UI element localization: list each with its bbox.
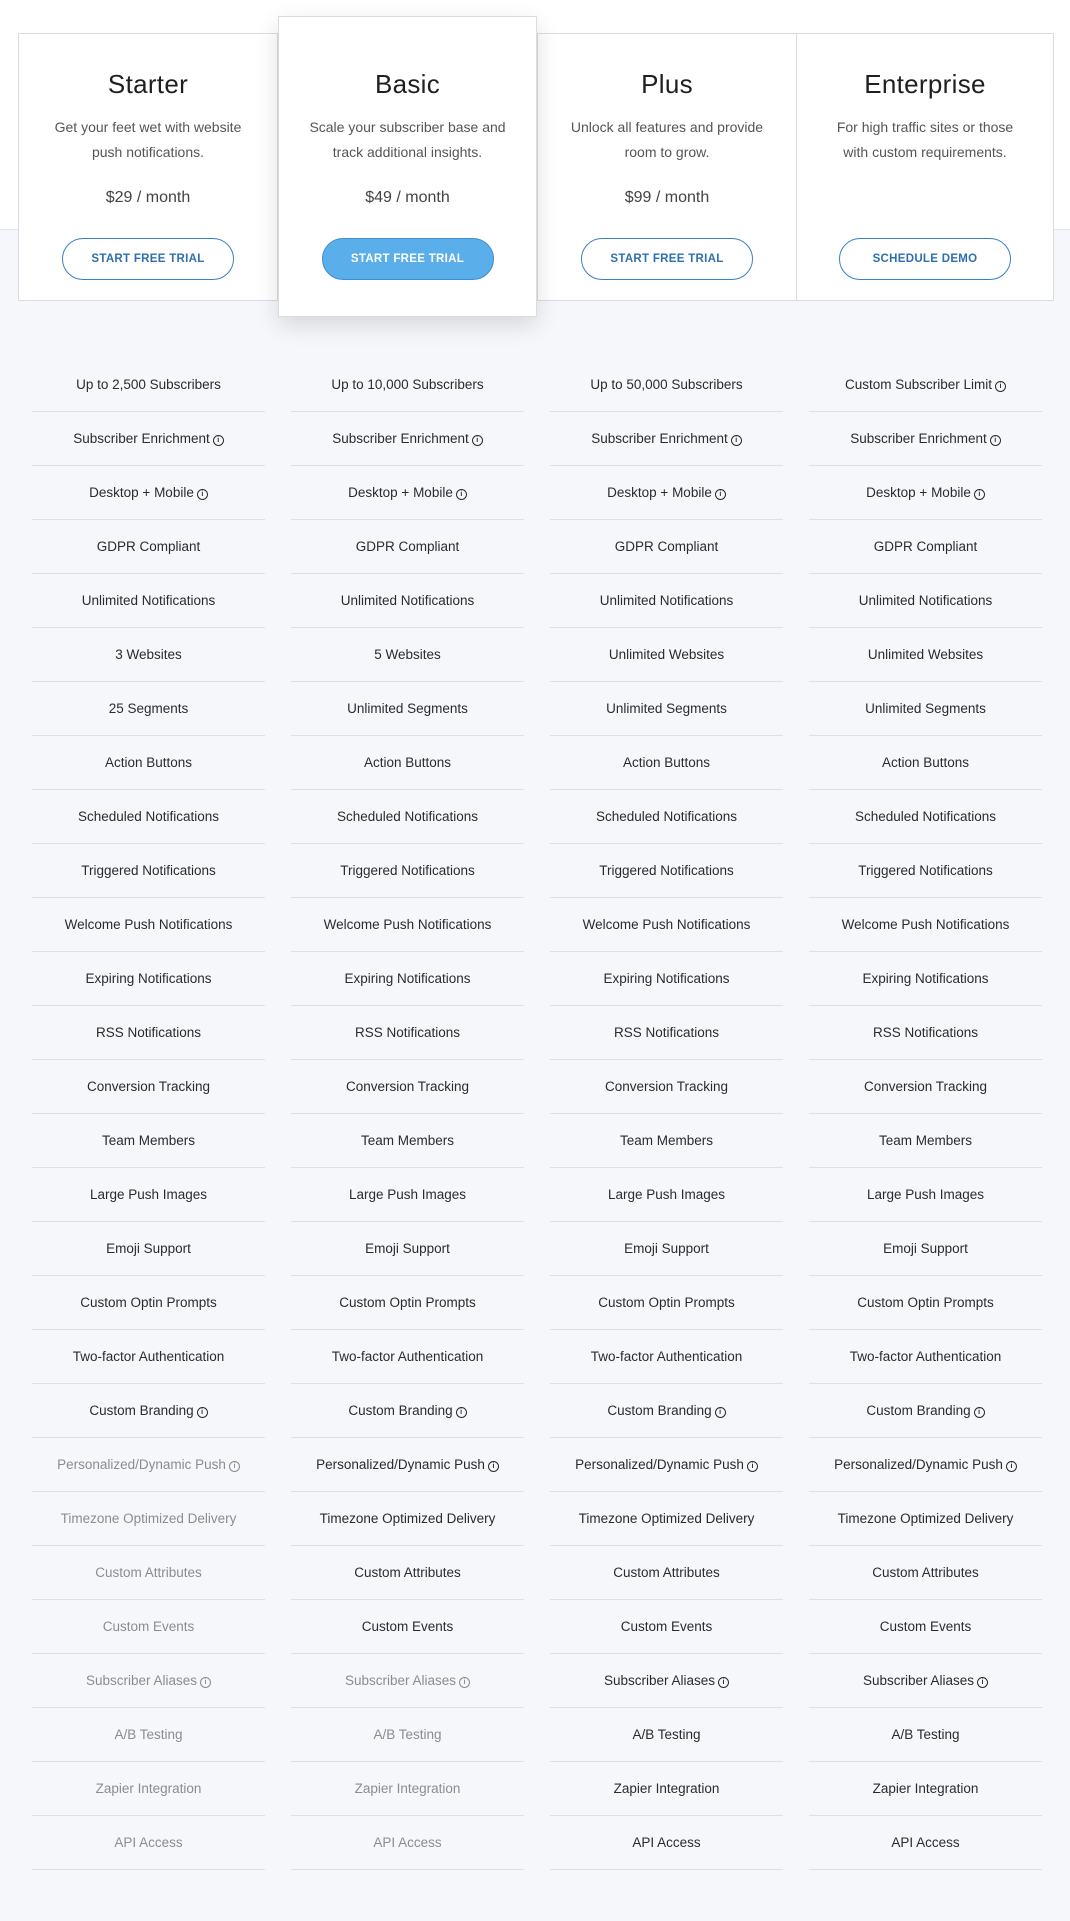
feature-label: Team Members xyxy=(619,1133,714,1148)
feature-label: Team Members xyxy=(360,1133,455,1148)
feature-row xyxy=(809,844,1042,898)
feature-label: Triggered Notifications xyxy=(858,863,993,878)
info-icon[interactable]: i xyxy=(1006,1461,1017,1472)
feature-label: Conversion Tracking xyxy=(345,1079,470,1094)
feature-label: Custom Subscriber Limit xyxy=(844,377,993,392)
feature-label: Action Buttons xyxy=(363,755,452,770)
start-free-trial-button[interactable]: START FREE TRIAL xyxy=(62,238,234,280)
feature-label: Emoji Support xyxy=(365,1241,450,1256)
start-free-trial-button[interactable]: START FREE TRIAL xyxy=(322,238,494,280)
info-icon[interactable]: i xyxy=(974,1407,985,1418)
feature-label: Large Push Images xyxy=(89,1187,208,1202)
feature-label: RSS Notifications xyxy=(872,1025,979,1040)
feature-row xyxy=(550,1654,783,1708)
feature-label: A/B Testing xyxy=(114,1727,183,1742)
feature-label: Custom Attributes xyxy=(95,1565,202,1580)
feature-label: A/B Testing xyxy=(891,1727,960,1742)
feature-row xyxy=(32,1654,265,1708)
feature-label: Custom Events xyxy=(879,1619,972,1634)
plan-title: Basic xyxy=(374,69,441,99)
feature-row xyxy=(550,1546,783,1600)
feature-row xyxy=(291,1438,524,1492)
feature-row xyxy=(291,1222,524,1276)
feature-label: Unlimited Websites xyxy=(608,647,725,662)
feature-row xyxy=(550,1330,783,1384)
feature-label: Custom Optin Prompts xyxy=(339,1295,476,1310)
feature-label: Subscriber Aliases xyxy=(344,1673,457,1688)
feature-label: Personalized/Dynamic Push xyxy=(575,1457,744,1472)
feature-label: Scheduled Notifications xyxy=(336,809,479,824)
feature-row xyxy=(291,358,524,412)
feature-label: Timezone Optimized Delivery xyxy=(60,1511,237,1526)
feature-label: Conversion Tracking xyxy=(863,1079,988,1094)
feature-row xyxy=(550,412,783,466)
feature-label: Custom Events xyxy=(361,1619,454,1634)
plan-description: For high traffic sites or those with custom requirements. xyxy=(836,119,1014,160)
feature-label: 3 Websites xyxy=(115,647,182,662)
feature-row xyxy=(550,1816,783,1870)
feature-label: Custom Optin Prompts xyxy=(857,1295,994,1310)
feature-label: Unlimited Notifications xyxy=(599,593,734,608)
feature-row xyxy=(550,1600,783,1654)
feature-label: Desktop + Mobile xyxy=(89,485,194,500)
feature-row xyxy=(550,898,783,952)
feature-label: Subscriber Aliases xyxy=(862,1673,975,1688)
feature-row xyxy=(291,1816,524,1870)
feature-row xyxy=(291,1600,524,1654)
feature-label: RSS Notifications xyxy=(613,1025,720,1040)
feature-label: 5 Websites xyxy=(374,647,441,662)
info-icon[interactable]: i xyxy=(456,1407,467,1418)
feature-row xyxy=(550,844,783,898)
info-icon[interactable]: i xyxy=(213,435,224,446)
feature-row xyxy=(32,1222,265,1276)
plan-title: Plus xyxy=(641,69,693,99)
feature-label: Up to 50,000 Subscribers xyxy=(590,377,743,392)
feature-row xyxy=(291,1546,524,1600)
feature-label: API Access xyxy=(114,1835,183,1850)
feature-label: Action Buttons xyxy=(104,755,193,770)
feature-row xyxy=(550,1060,783,1114)
feature-row xyxy=(809,790,1042,844)
feature-row xyxy=(291,1006,524,1060)
feature-label: Subscriber Aliases xyxy=(85,1673,198,1688)
feature-row xyxy=(809,1330,1042,1384)
info-icon[interactable]: i xyxy=(974,489,985,500)
feature-label: Subscriber Enrichment xyxy=(591,431,728,446)
feature-label: Expiring Notifications xyxy=(344,971,471,986)
feature-row xyxy=(809,898,1042,952)
feature-label: Custom Events xyxy=(102,1619,195,1634)
feature-row xyxy=(809,1438,1042,1492)
feature-label: Team Members xyxy=(101,1133,196,1148)
feature-row xyxy=(32,574,265,628)
feature-label: Custom Attributes xyxy=(354,1565,461,1580)
feature-row xyxy=(32,1546,265,1600)
feature-row xyxy=(291,520,524,574)
info-icon[interactable]: i xyxy=(488,1461,499,1472)
feature-row xyxy=(550,628,783,682)
feature-row xyxy=(809,682,1042,736)
feature-row xyxy=(32,1816,265,1870)
plan-price: $29 / month xyxy=(105,189,191,206)
feature-row xyxy=(32,466,265,520)
feature-row xyxy=(291,1060,524,1114)
feature-label: Welcome Push Notifications xyxy=(841,917,1010,932)
feature-label: Zapier Integration xyxy=(354,1781,461,1796)
feature-label: Unlimited Notifications xyxy=(858,593,993,608)
feature-row xyxy=(32,1330,265,1384)
feature-label: Two-factor Authentication xyxy=(331,1349,484,1364)
feature-label: Desktop + Mobile xyxy=(866,485,971,500)
feature-row xyxy=(291,628,524,682)
feature-label: Subscriber Enrichment xyxy=(332,431,469,446)
feature-row xyxy=(809,1600,1042,1654)
feature-label: Large Push Images xyxy=(607,1187,726,1202)
feature-label: Custom Events xyxy=(620,1619,713,1634)
feature-row xyxy=(550,1114,783,1168)
feature-label: Desktop + Mobile xyxy=(607,485,712,500)
feature-row xyxy=(550,1762,783,1816)
info-icon[interactable]: i xyxy=(731,435,742,446)
feature-row xyxy=(32,1276,265,1330)
feature-label: Expiring Notifications xyxy=(862,971,989,986)
feature-label: Custom Branding xyxy=(607,1403,712,1418)
feature-row xyxy=(550,952,783,1006)
feature-row xyxy=(809,1222,1042,1276)
feature-label: Scheduled Notifications xyxy=(854,809,997,824)
plan-price: $49 / month xyxy=(365,189,450,206)
feature-label: A/B Testing xyxy=(373,1727,442,1742)
feature-row xyxy=(291,736,524,790)
plan-card-basic xyxy=(278,16,537,317)
info-icon[interactable]: i xyxy=(995,381,1006,392)
feature-label: Subscriber Aliases xyxy=(603,1673,716,1688)
feature-label: RSS Notifications xyxy=(95,1025,202,1040)
feature-label: Two-factor Authentication xyxy=(590,1349,743,1364)
feature-row xyxy=(809,1762,1042,1816)
plan-card-plus xyxy=(537,33,797,301)
feature-row xyxy=(809,628,1042,682)
feature-label: Welcome Push Notifications xyxy=(64,917,233,932)
feature-label: GDPR Compliant xyxy=(873,539,978,554)
feature-row xyxy=(32,1168,265,1222)
feature-label: RSS Notifications xyxy=(354,1025,461,1040)
feature-label: Up to 10,000 Subscribers xyxy=(331,377,484,392)
feature-label: Custom Branding xyxy=(89,1403,194,1418)
feature-row xyxy=(291,682,524,736)
feature-row xyxy=(550,1384,783,1438)
info-icon[interactable]: i xyxy=(977,1677,988,1688)
feature-column-enterprise xyxy=(809,358,1042,1870)
feature-column-plus xyxy=(550,358,783,1870)
feature-row xyxy=(291,574,524,628)
feature-label: Action Buttons xyxy=(881,755,970,770)
feature-label: Emoji Support xyxy=(883,1241,968,1256)
feature-label: Custom Branding xyxy=(348,1403,453,1418)
feature-row xyxy=(550,1222,783,1276)
feature-label: Expiring Notifications xyxy=(85,971,212,986)
feature-label: GDPR Compliant xyxy=(355,539,460,554)
feature-label: GDPR Compliant xyxy=(96,539,201,554)
feature-row xyxy=(291,1654,524,1708)
feature-label: Team Members xyxy=(878,1133,973,1148)
feature-row xyxy=(809,1060,1042,1114)
feature-label: API Access xyxy=(891,1835,960,1850)
feature-label: Triggered Notifications xyxy=(340,863,475,878)
feature-label: API Access xyxy=(373,1835,442,1850)
feature-row xyxy=(291,466,524,520)
feature-label: Custom Optin Prompts xyxy=(80,1295,217,1310)
feature-row xyxy=(291,1330,524,1384)
plan-description: Get your feet wet with website push notifications. xyxy=(54,119,242,160)
feature-row xyxy=(32,952,265,1006)
feature-row xyxy=(809,736,1042,790)
feature-label: Unlimited Segments xyxy=(347,701,468,716)
feature-row xyxy=(550,1492,783,1546)
feature-label: Two-factor Authentication xyxy=(72,1349,225,1364)
feature-label: Up to 2,500 Subscribers xyxy=(76,377,221,392)
feature-row xyxy=(809,1654,1042,1708)
feature-row xyxy=(809,520,1042,574)
feature-row xyxy=(32,844,265,898)
feature-column-starter xyxy=(32,358,265,1870)
plan-description: Unlock all features and provide room to grow. xyxy=(570,119,764,160)
plan-price: $99 / month xyxy=(624,189,710,206)
feature-label: Timezone Optimized Delivery xyxy=(319,1511,496,1526)
feature-label: API Access xyxy=(632,1835,701,1850)
feature-row xyxy=(32,1600,265,1654)
feature-row xyxy=(32,1708,265,1762)
info-icon[interactable]: i xyxy=(197,489,208,500)
feature-row xyxy=(291,1384,524,1438)
plan-price-empty xyxy=(797,187,1053,209)
feature-label: Unlimited Notifications xyxy=(81,593,216,608)
feature-row xyxy=(291,952,524,1006)
feature-row xyxy=(291,412,524,466)
feature-row xyxy=(32,628,265,682)
feature-label: Personalized/Dynamic Push xyxy=(834,1457,1003,1472)
info-icon[interactable]: i xyxy=(715,1407,726,1418)
feature-row xyxy=(32,412,265,466)
feature-label: Expiring Notifications xyxy=(603,971,730,986)
feature-row xyxy=(291,1492,524,1546)
feature-row xyxy=(809,1168,1042,1222)
feature-label: Emoji Support xyxy=(624,1241,709,1256)
feature-label: A/B Testing xyxy=(632,1727,701,1742)
feature-row xyxy=(32,1492,265,1546)
feature-row xyxy=(32,1438,265,1492)
schedule-demo-button[interactable]: SCHEDULE DEMO xyxy=(839,238,1011,280)
feature-row xyxy=(32,1060,265,1114)
feature-label: Conversion Tracking xyxy=(604,1079,729,1094)
info-icon[interactable]: i xyxy=(197,1407,208,1418)
feature-label: Zapier Integration xyxy=(613,1781,720,1796)
feature-label: Unlimited Segments xyxy=(865,701,986,716)
feature-row xyxy=(809,1114,1042,1168)
feature-row xyxy=(809,1708,1042,1762)
feature-label: Custom Attributes xyxy=(872,1565,979,1580)
feature-row xyxy=(32,1006,265,1060)
feature-row xyxy=(550,736,783,790)
feature-row xyxy=(809,574,1042,628)
feature-row xyxy=(32,1114,265,1168)
feature-row xyxy=(550,1708,783,1762)
feature-label: Scheduled Notifications xyxy=(595,809,738,824)
feature-label: Emoji Support xyxy=(106,1241,191,1256)
plan-card-enterprise xyxy=(796,33,1054,301)
feature-row xyxy=(809,412,1042,466)
feature-row xyxy=(550,1168,783,1222)
feature-label: Unlimited Websites xyxy=(867,647,984,662)
feature-row xyxy=(32,1762,265,1816)
feature-row xyxy=(550,466,783,520)
feature-label: Triggered Notifications xyxy=(81,863,216,878)
feature-label: Desktop + Mobile xyxy=(348,485,453,500)
feature-row xyxy=(32,898,265,952)
feature-row xyxy=(550,358,783,412)
feature-label: Welcome Push Notifications xyxy=(582,917,751,932)
info-icon[interactable]: i xyxy=(747,1461,758,1472)
info-icon[interactable]: i xyxy=(472,435,483,446)
feature-label: Subscriber Enrichment xyxy=(850,431,987,446)
feature-row xyxy=(32,736,265,790)
info-icon[interactable]: i xyxy=(200,1677,211,1688)
feature-row xyxy=(809,1816,1042,1870)
feature-label: Welcome Push Notifications xyxy=(323,917,492,932)
feature-label: GDPR Compliant xyxy=(614,539,719,554)
feature-row xyxy=(32,682,265,736)
feature-label: Unlimited Notifications xyxy=(340,593,475,608)
info-icon[interactable]: i xyxy=(456,489,467,500)
feature-label: 25 Segments xyxy=(108,701,189,716)
feature-row xyxy=(291,1276,524,1330)
pricing-cards xyxy=(0,0,1070,320)
feature-row xyxy=(809,1006,1042,1060)
feature-label: Custom Attributes xyxy=(613,1565,720,1580)
feature-row xyxy=(809,1384,1042,1438)
feature-row xyxy=(291,1168,524,1222)
feature-row xyxy=(550,520,783,574)
feature-row xyxy=(32,1384,265,1438)
feature-column-basic xyxy=(291,358,524,1870)
feature-row xyxy=(550,1276,783,1330)
feature-row xyxy=(291,1708,524,1762)
feature-row xyxy=(809,358,1042,412)
feature-label: Unlimited Segments xyxy=(606,701,727,716)
feature-row xyxy=(809,1492,1042,1546)
plan-description: Scale your subscriber base and track additional insights. xyxy=(309,119,506,160)
info-icon[interactable]: i xyxy=(229,1461,240,1472)
info-icon[interactable]: i xyxy=(715,489,726,500)
feature-row xyxy=(550,1006,783,1060)
plan-card-starter xyxy=(18,33,278,301)
start-free-trial-button[interactable]: START FREE TRIAL xyxy=(581,238,753,280)
feature-row xyxy=(32,790,265,844)
feature-row xyxy=(550,1438,783,1492)
info-icon[interactable]: i xyxy=(990,435,1001,446)
info-icon[interactable]: i xyxy=(718,1677,729,1688)
feature-row xyxy=(291,898,524,952)
feature-row xyxy=(550,574,783,628)
feature-row xyxy=(291,790,524,844)
feature-row xyxy=(809,466,1042,520)
feature-label: Custom Branding xyxy=(866,1403,971,1418)
feature-row xyxy=(809,1546,1042,1600)
feature-label: Personalized/Dynamic Push xyxy=(57,1457,226,1472)
feature-label: Subscriber Enrichment xyxy=(73,431,210,446)
plan-title: Enterprise xyxy=(864,69,986,99)
feature-row xyxy=(291,1762,524,1816)
feature-row xyxy=(291,1114,524,1168)
feature-label: Triggered Notifications xyxy=(599,863,734,878)
feature-label: Scheduled Notifications xyxy=(77,809,220,824)
feature-label: Timezone Optimized Delivery xyxy=(578,1511,755,1526)
feature-label: Large Push Images xyxy=(348,1187,467,1202)
feature-label: Action Buttons xyxy=(622,755,711,770)
feature-label: Custom Optin Prompts xyxy=(598,1295,735,1310)
feature-row xyxy=(32,520,265,574)
feature-label: Two-factor Authentication xyxy=(849,1349,1002,1364)
feature-label: Timezone Optimized Delivery xyxy=(837,1511,1014,1526)
feature-row xyxy=(809,1276,1042,1330)
feature-row xyxy=(809,952,1042,1006)
feature-label: Zapier Integration xyxy=(872,1781,979,1796)
feature-label: Large Push Images xyxy=(866,1187,985,1202)
feature-label: Conversion Tracking xyxy=(86,1079,211,1094)
plan-title: Starter xyxy=(107,69,189,99)
feature-label: Personalized/Dynamic Push xyxy=(316,1457,485,1472)
feature-row xyxy=(291,844,524,898)
feature-row xyxy=(550,682,783,736)
info-icon[interactable]: i xyxy=(459,1677,470,1688)
feature-label: Zapier Integration xyxy=(95,1781,202,1796)
feature-row xyxy=(32,358,265,412)
feature-row xyxy=(550,790,783,844)
